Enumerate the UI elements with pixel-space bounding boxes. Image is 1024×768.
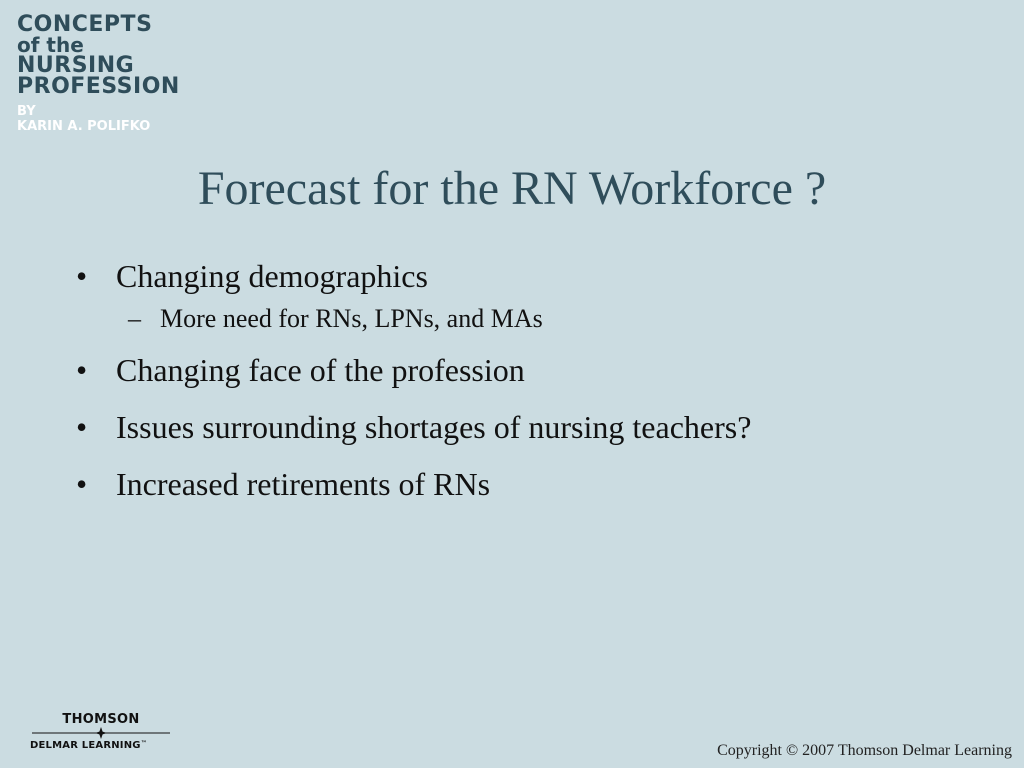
- bullet-item: [72, 464, 992, 504]
- trademark-mark: ™: [140, 740, 147, 747]
- bullet-text: Changing face of the profession: [116, 352, 525, 388]
- publisher-logo-bottom: [30, 740, 190, 751]
- bullet-text: Issues surrounding shortages of nursing teachers?: [116, 409, 752, 445]
- publisher-logo-top: THOMSON: [62, 712, 140, 727]
- sub-bullet-text: More need for RNs, LPNs, and MAs: [160, 304, 543, 333]
- sub-bullet-item: [72, 303, 992, 335]
- bullet-marker: •: [76, 352, 88, 388]
- bullet-marker: •: [76, 409, 88, 445]
- book-logo-by: BY: [17, 104, 36, 119]
- sub-bullet-marker: –: [128, 304, 141, 333]
- bullet-item: [72, 256, 992, 296]
- bullet-marker: •: [76, 466, 88, 502]
- bullet-text: Changing demographics: [116, 258, 428, 294]
- slide-title: Forecast for the RN Workforce ?: [197, 162, 827, 215]
- bullet-item: [72, 350, 992, 390]
- book-logo-line: of the: [17, 33, 84, 57]
- copyright-text: Copyright © 2007 Thomson Delmar Learning: [717, 742, 1012, 759]
- bullet-marker: •: [76, 258, 88, 294]
- bullet-item: [72, 407, 992, 447]
- book-logo-line: NURSING: [17, 53, 135, 78]
- bullet-text: Increased retirements of RNs: [116, 466, 491, 502]
- book-logo-author: KARIN A. POLIFKO: [17, 119, 151, 134]
- book-logo: [17, 14, 180, 134]
- bullet-list: [72, 256, 992, 521]
- book-logo-line: CONCEPTS: [17, 12, 153, 37]
- publisher-logo-star-icon: [30, 727, 172, 739]
- book-logo-line: PROFESSION: [17, 74, 180, 99]
- publisher-logo-bottom-text: DELMAR LEARNING: [30, 740, 141, 751]
- publisher-logo: [30, 712, 190, 751]
